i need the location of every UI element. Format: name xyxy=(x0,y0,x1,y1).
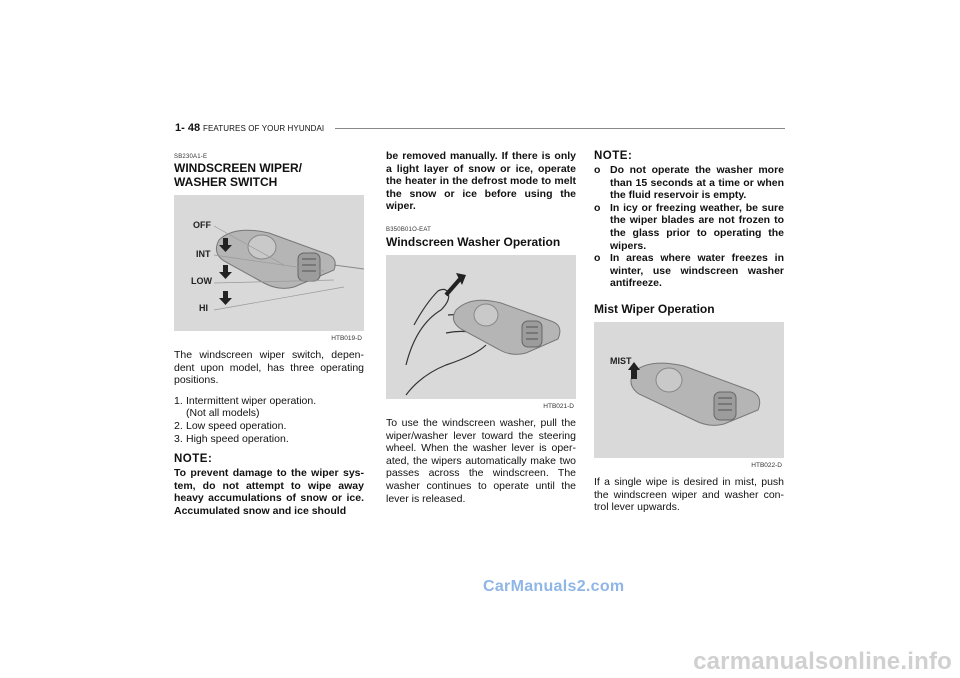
label-mist: MIST xyxy=(610,355,632,366)
section-code: SB230A1-E xyxy=(174,154,208,160)
wiper-switch-figure xyxy=(174,195,364,342)
section-code: B350B01O-EAT xyxy=(386,226,431,233)
section-title: FEATURES OF YOUR HYUNDAI xyxy=(203,124,325,133)
note-heading: NOTE: xyxy=(594,150,633,162)
list-item: o Do not operate the washer more than 15 seconds at a time or when the fluid reservoir is empty. xyxy=(594,164,784,202)
list-item: 2. Low speed operation. xyxy=(174,419,287,432)
header-divider xyxy=(335,128,785,129)
mist-lever-illustration xyxy=(594,322,784,458)
section-title-line1: WINDSCREEN WIPER/ xyxy=(174,161,303,175)
washer-lever-illustration xyxy=(386,255,576,399)
pull-arrow-icon xyxy=(446,273,466,295)
mist-operation-heading: Mist Wiper Operation xyxy=(594,301,715,316)
washer-paragraph: To use the windscreen washer, pull the wiper/washer lever toward the steering wheel. When the washer lever is oper-ated, the wipers automatically make two passes across the windscreen. The washer continues to operate until the lever is released. xyxy=(386,416,576,505)
list-item: 3. High speed operation. xyxy=(174,432,289,445)
note-text: To prevent damage to the wiper sys-tem, do not attempt to wipe away heavy accumulations of snow or ice. Accumulated snow and ice should xyxy=(174,467,364,517)
note-bullets xyxy=(594,164,784,290)
mist-figure xyxy=(594,322,784,469)
list-item: o In areas where water freezes in winter, use windscreen washer antifreeze. xyxy=(594,252,784,290)
column-3 xyxy=(594,150,784,514)
column-1 xyxy=(174,150,364,518)
positions-list xyxy=(174,395,364,445)
label-low: LOW xyxy=(191,276,212,286)
figure-caption: HTB019-D xyxy=(331,335,362,342)
column-2 xyxy=(386,150,576,505)
list-item: o In icy or freezing weather, be sure the wiper blades are not frozen to the glass prior to operating the wipers. xyxy=(594,201,784,252)
watermark-link[interactable]: CarManuals2.com xyxy=(483,578,625,595)
lever-graphic xyxy=(453,300,559,354)
label-off: OFF xyxy=(193,220,211,230)
list-item: 1. Intermittent wiper operation. (Not all models) xyxy=(174,394,317,420)
intro-paragraph: The windscreen wiper switch, depen-dent upon model, has three operating positions. xyxy=(174,349,364,387)
label-int: INT xyxy=(196,249,211,259)
page-number: 1- 48 xyxy=(175,122,201,134)
page-header xyxy=(175,118,785,142)
mist-paragraph: If a single wipe is desired in mist, push the windscreen wiper and washer con-trol lever upwards. xyxy=(594,475,784,514)
figure-caption: HTB021-D xyxy=(543,402,574,410)
washer-figure xyxy=(386,255,576,410)
down-arrow-icon xyxy=(219,265,232,279)
continued-note-text: be removed manually. If there is only a light layer of snow or ice, operate the heater in the defrost mode to melt the snow or ice before using the wiper. xyxy=(386,150,576,213)
label-hi: HI xyxy=(199,303,208,313)
washer-operation-heading: Windscreen Washer Operation xyxy=(386,234,561,249)
lever-graphic xyxy=(216,230,364,288)
lever-graphic xyxy=(631,363,760,425)
watermark-footer: carmanualsonline.info xyxy=(693,648,952,675)
figure-caption: HTB022-D xyxy=(751,461,782,469)
down-arrow-icon xyxy=(219,291,232,305)
section-title-line2: WASHER SWITCH xyxy=(174,175,278,189)
note-heading: NOTE: xyxy=(174,453,213,466)
